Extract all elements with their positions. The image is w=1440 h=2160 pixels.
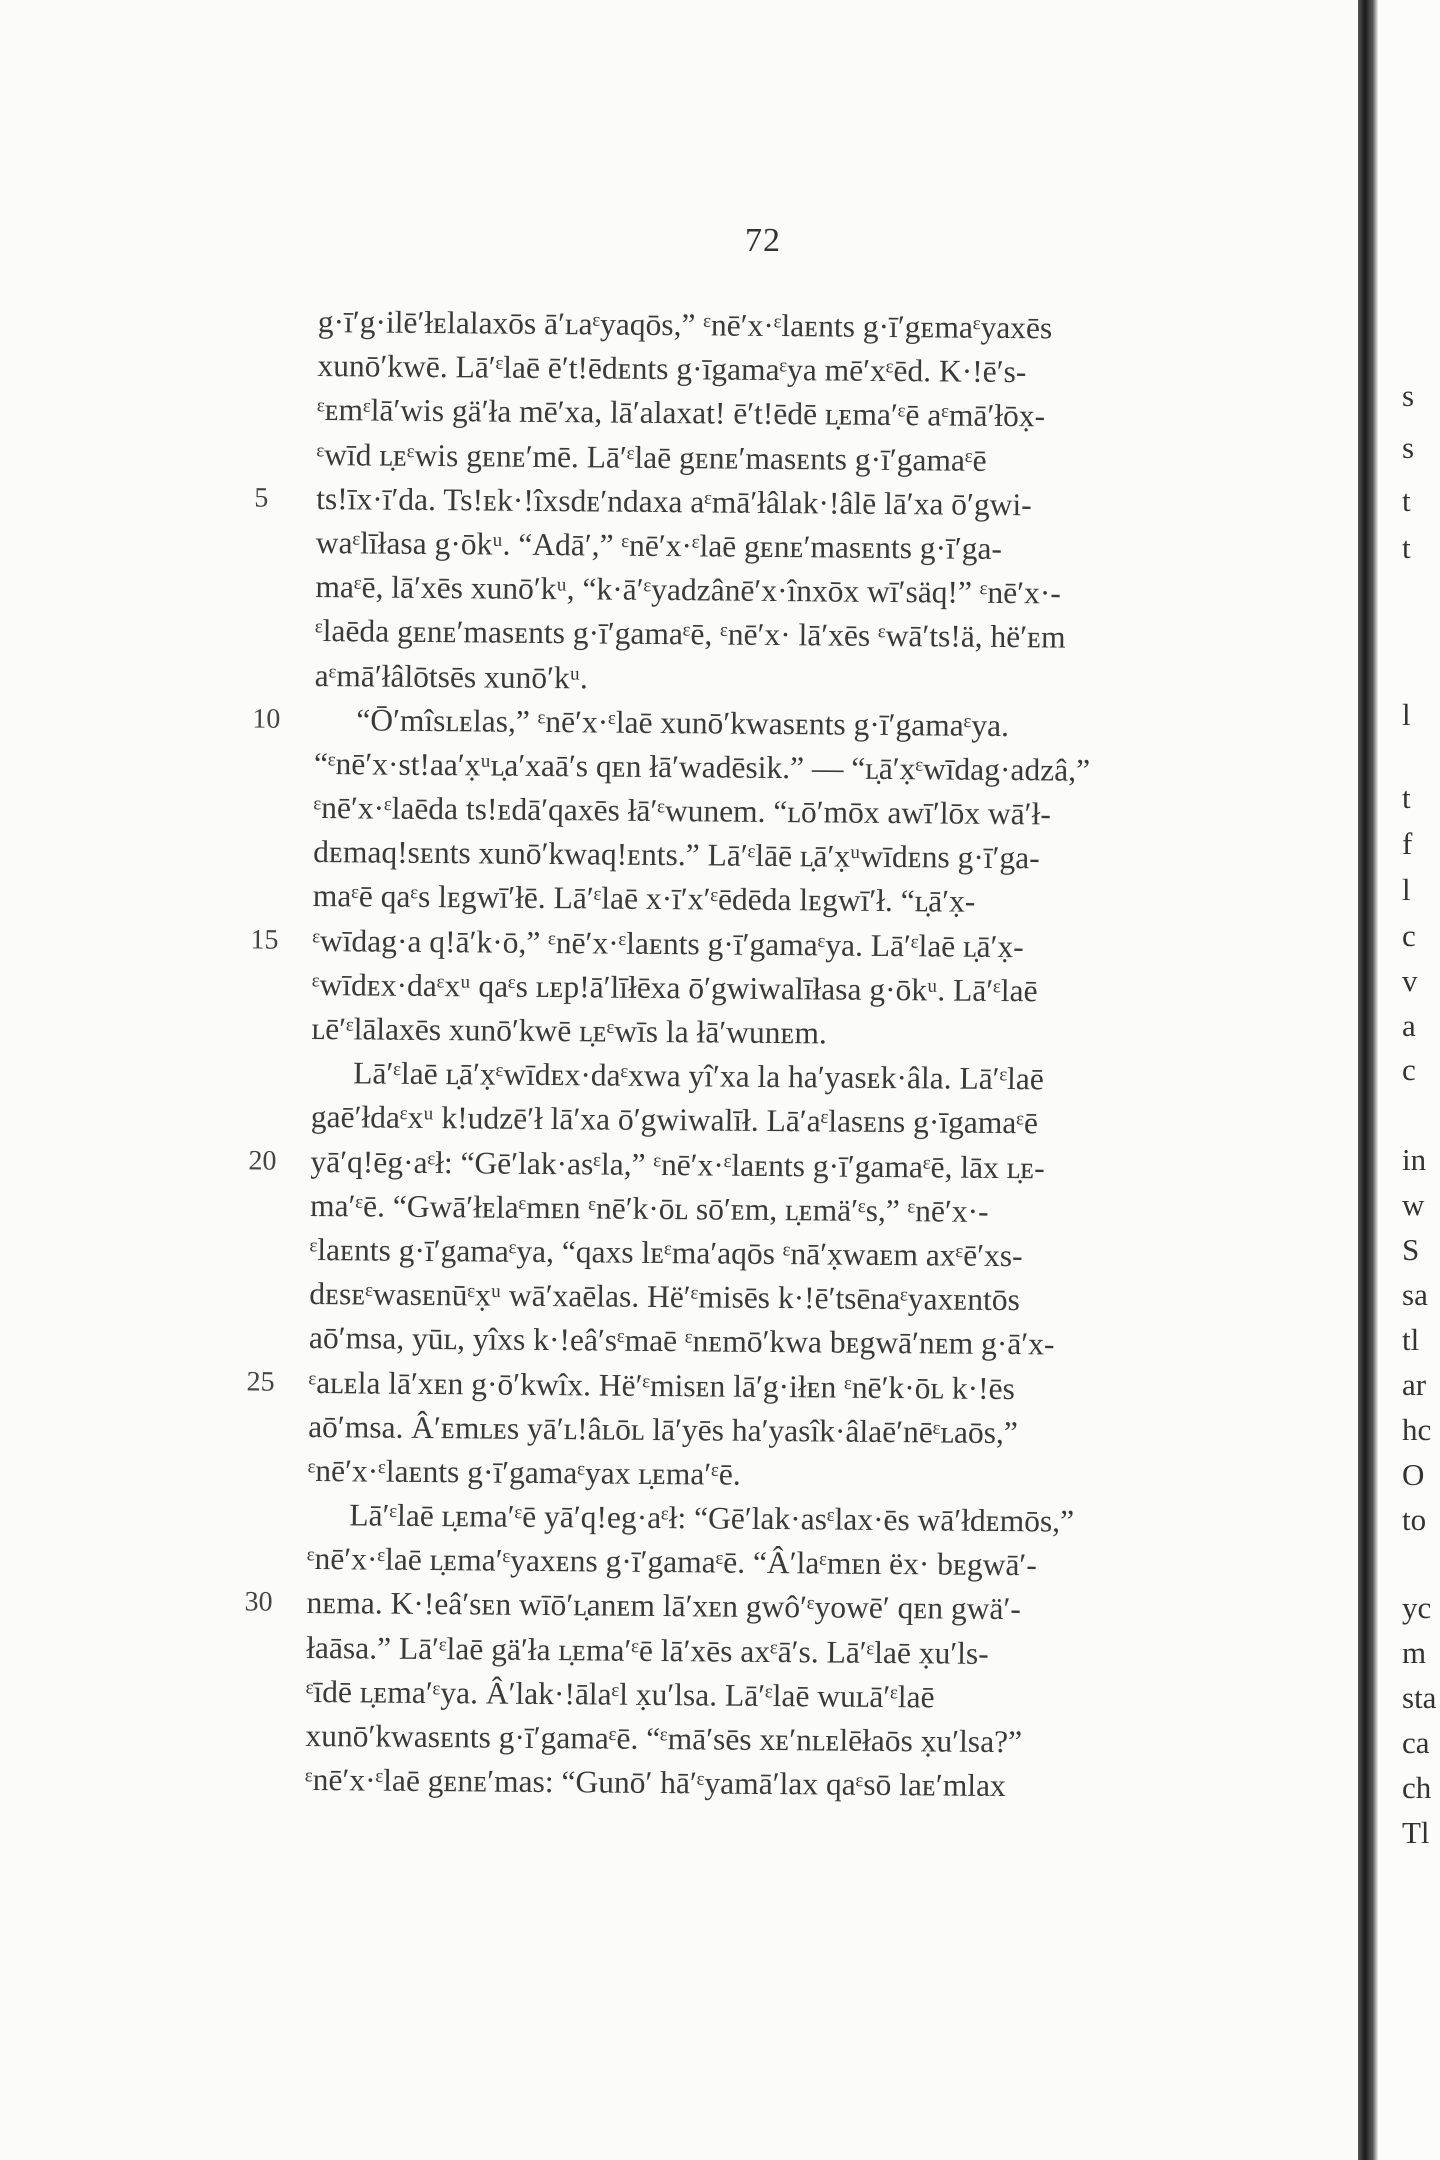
adjacent-page-fragment: f xyxy=(1402,826,1413,861)
line-text: ᵋwīd ʟ̣ᴇᵋwis gᴇnᴇ′mē. Lā′ᵋlaē gᴇnᴇ′masᴇnts g·ī′gamaᵋē xyxy=(316,436,987,478)
line-text: maᵋē, lā′xēs xunō′kᵘ, “k·ā′ᵋyadzânē′x·înxōx wī′säq!” ᵋnē′x·- xyxy=(315,569,1061,611)
adjacent-page-fragment: l xyxy=(1402,872,1411,907)
book-gutter xyxy=(1358,0,1372,2160)
line-text: yā′q!ēg·aᵋł: “Gē′lak·asᵋla,” ᵋnē′x·ᵋlaᴇnts g·ī′gamaᵋē, lāx ʟ̣ᴇ- xyxy=(310,1143,1045,1185)
adjacent-page-fragment: yc xyxy=(1402,1590,1432,1625)
line-text: ᵋnē′x·ᵋlaē ʟ̣ᴇma′ᵋyaxᴇns g·ī′gamaᵋē. “Â′laᵋmᴇn ëx· bᴇgwā′- xyxy=(306,1541,1037,1583)
body-text xyxy=(244,300,1268,1811)
line-text: ᵋnē′x·ᵋlaē gᴇnᴇ′mas: “Gunō′ hā′ᵋyamā′lax qaᵋsō laᴇ′mlax xyxy=(304,1762,1006,1804)
line-number: 25 xyxy=(246,1365,275,1398)
line-text: waᵋlīłasa g·ōkᵘ. “Adā′,” ᵋnē′x·ᵋlaē gᴇnᴇ′masᴇnts g·ī′ga- xyxy=(315,524,1003,566)
adjacent-page-fragment: s xyxy=(1402,430,1415,465)
adjacent-page-fragment: ch xyxy=(1402,1770,1432,1805)
line-text: ᵋīdē ʟ̣ᴇma′ᵋya. Â′lak·!ālaᵋl x̣u′lsa. Lā′ᵋlaē wuʟā′ᵋlaē xyxy=(305,1673,935,1715)
adjacent-page-fragment: S xyxy=(1402,1232,1420,1267)
line-number: 15 xyxy=(250,924,279,956)
adjacent-page-fragment: sta xyxy=(1402,1680,1437,1715)
page-number: 72 xyxy=(745,222,781,259)
line-number: 20 xyxy=(248,1144,277,1177)
line-text: maᵋē qaᵋs lᴇgwī′łē. Lā′ᵋlaē x·ī′x′ᵋēdēda lᴇgwī′ł. “ʟ̣ā′x̣- xyxy=(312,878,976,920)
line-text: g·ī′g·ilē′łᴇlalaxōs ā′ʟaᵋyaqōs,” ᵋnē′x·ᵋlaᴇnts g·ī′gᴇmaᵋyaxēs xyxy=(317,303,1053,346)
line-text: ᵋlaᴇnts g·ī′gamaᵋya, “qaxs lᴇᵋma′aqōs ᵋnā′x̣waᴇm axᵋē′xs- xyxy=(309,1231,1023,1274)
line-number: 30 xyxy=(244,1586,273,1619)
adjacent-page-fragment: m xyxy=(1402,1635,1427,1670)
line-text: xunō′kwasᴇnts g·ī′gamaᵋē. “ᵋmā′sēs xᴇ′nʟᴇlēłaōs x̣u′lsa?” xyxy=(305,1717,1023,1760)
line-text: ᵋlaēda gᴇnᴇ′masᴇnts g·ī′gamaᵋē, ᵋnē′x· lā′xēs ᵋwā′ts!ä, hë′ᴇm xyxy=(314,613,1066,655)
line-text: ts!īx·ī′da. Ts!ᴇk·!îxsdᴇ′ndaxa aᵋmā′łâlak·!âlē lā′xa ō′gwi- xyxy=(316,480,1032,522)
page-edge-shadow xyxy=(1372,0,1378,2160)
line-text: ᵋnē′x·ᵋlaᴇnts g·ī′gamaᵋyax ʟ̣ᴇma′ᵋē. xyxy=(307,1452,741,1492)
line-text: ᵋnē′x·ᵋlaēda ts!ᴇdā′qaxēs łā′ᵋwunem. “ʟō′mōx awī′lōx wā′ł- xyxy=(313,790,1051,832)
text-line xyxy=(305,1758,1255,1810)
line-text: aᵋmā′łâlōtsēs xunō′kᵘ. xyxy=(314,657,589,695)
line-text: dᴇsᴇᵋwasᴇnūᵋx̣ᵘ wā′xaēlas. Hë′ᵋmisēs k·!ē′tsēnaᵋyaxᴇntōs xyxy=(309,1276,1020,1318)
line-number: 5 xyxy=(254,482,269,514)
adjacent-page-fragment: tl xyxy=(1402,1322,1420,1357)
line-text: dᴇmaq!sᴇnts xunō′kwaq!ᴇnts.” Lā′ᵋlāē ʟ̣ā′x̣ᵘwīdᴇns g·ī′ga- xyxy=(313,834,1040,876)
line-text: gaē′łdaᵋxᵘ k!udzē′ł lā′xa ō′gwiwalīł. Lā′aᵋlasᴇns g·īgamaᵋē xyxy=(310,1099,1039,1141)
line-text: aō′msa. Â′ᴇmʟᴇs yā′ʟ!âʟōʟ lā′yēs ha′yasîk·âlaē′nēᵋʟaōs,” xyxy=(308,1408,1018,1450)
line-text: aō′msa, yūʟ, yîxs k·!eâ′sᵋmaē ᵋnᴇmō′kwa bᴇgwā′nᴇm g·ā′x- xyxy=(308,1320,1055,1362)
line-text: ᵋwīdᴇx·daᵋxᵘ qaᵋs ʟᴇp!ā′līłēxa ō′gwiwalīłasa g·ōkᵘ. Lā′ᵋlaē xyxy=(311,966,1038,1009)
adjacent-page-fragment: l xyxy=(1402,697,1411,732)
adjacent-page-fragment: Tl xyxy=(1402,1815,1430,1850)
line-text: ᵋaʟᴇla lā′xᴇn g·ō′kwîx. Hë′ᵋmisᴇn lā′g·iłᴇn ᵋnē′k·ōʟ k·!ēs xyxy=(308,1364,1016,1406)
adjacent-page-edge xyxy=(1372,0,1440,2160)
adjacent-page-fragment: v xyxy=(1402,963,1418,998)
adjacent-page-fragment: a xyxy=(1402,1008,1416,1043)
line-text: “Ō′mîsʟᴇlas,” ᵋnē′x·ᵋlaē xunō′kwasᴇnts g·ī′gamaᵋya. xyxy=(356,702,1010,743)
line-text: xunō′kwē. Lā′ᵋlaē ē′t!ēdᴇnts g·īgamaᵋya mē′xᵋēd. K·!ē′s- xyxy=(317,348,1027,390)
line-text: Lā′ᵋlaē ʟ̣ā′x̣ᵋwīdᴇx·daᵋxwa yî′xa la ha′yasᴇk·âla. Lā′ᵋlaē xyxy=(353,1055,1045,1097)
adjacent-page-fragment: t xyxy=(1402,780,1411,815)
line-text: Lā′ᵋlaē ʟ̣ᴇma′ᵋē yā′q!eg·aᵋł: “Gē′lak·asᵋlax·ēs wā′łdᴇmōs,” xyxy=(349,1497,1075,1539)
line-text: nᴇma. K·!eâ′sᴇn wīō′ʟ̣anᴇm lā′xᴇn gwô′ᵋyowē′ qᴇn gwä′- xyxy=(306,1585,1021,1627)
adjacent-page-fragment: t xyxy=(1402,530,1411,565)
line-text: ᵋᴇmᵋlā′wis gä′ła mē′xa, lā′alaxat! ē′t!ēdē ʟ̣ᴇma′ᵋē aᵋmā′łōx̣- xyxy=(316,392,1046,434)
adjacent-page-fragment: c xyxy=(1402,1052,1416,1087)
line-text: ma′ᵋē. “Gwā′łᴇlaᵋmᴇn ᵋnē′k·ōʟ sō′ᴇm, ʟ̣ᴇmä′ᵋs,” ᵋnē′x·- xyxy=(309,1187,989,1229)
adjacent-page-fragment: O xyxy=(1402,1457,1425,1492)
adjacent-page-fragment: s xyxy=(1402,378,1415,413)
adjacent-page-fragment: ca xyxy=(1402,1725,1430,1760)
adjacent-page-fragment: t xyxy=(1402,483,1411,518)
line-text: łaāsa.” Lā′ᵋlaē gä′ła ʟ̣ᴇma′ᵋē lā′xēs axᵋā′s. Lā′ᵋlaē x̣u′ls- xyxy=(306,1629,989,1671)
adjacent-page-fragment: in xyxy=(1402,1142,1427,1177)
adjacent-page-fragment: sa xyxy=(1402,1277,1428,1312)
adjacent-page-fragment: to xyxy=(1402,1502,1427,1537)
adjacent-page-fragment: c xyxy=(1402,918,1416,953)
line-text: ʟē′ᵋlālaxēs xunō′kwē ʟ̣ᴇᵋwīs la łā′wunᴇm. xyxy=(311,1010,828,1051)
adjacent-page-fragment: hc xyxy=(1402,1412,1432,1447)
line-text: “ᵋnē′x·st!aa′x̣ᵘʟ̣a′xaā′s qᴇn łā′wadēsik.” — “ʟ̣ā′x̣ᵋwīdag·adzâ,” xyxy=(313,745,1091,788)
adjacent-page-fragment: ar xyxy=(1402,1367,1427,1402)
line-text: ᵋwīdag·a q!ā′k·ō,” ᵋnē′x·ᵋlaᴇnts g·ī′gamaᵋya. Lā′ᵋlaē ʟ̣ā′x̣- xyxy=(312,922,1024,964)
adjacent-page-fragment: w xyxy=(1402,1187,1425,1222)
line-number: 10 xyxy=(252,703,281,735)
